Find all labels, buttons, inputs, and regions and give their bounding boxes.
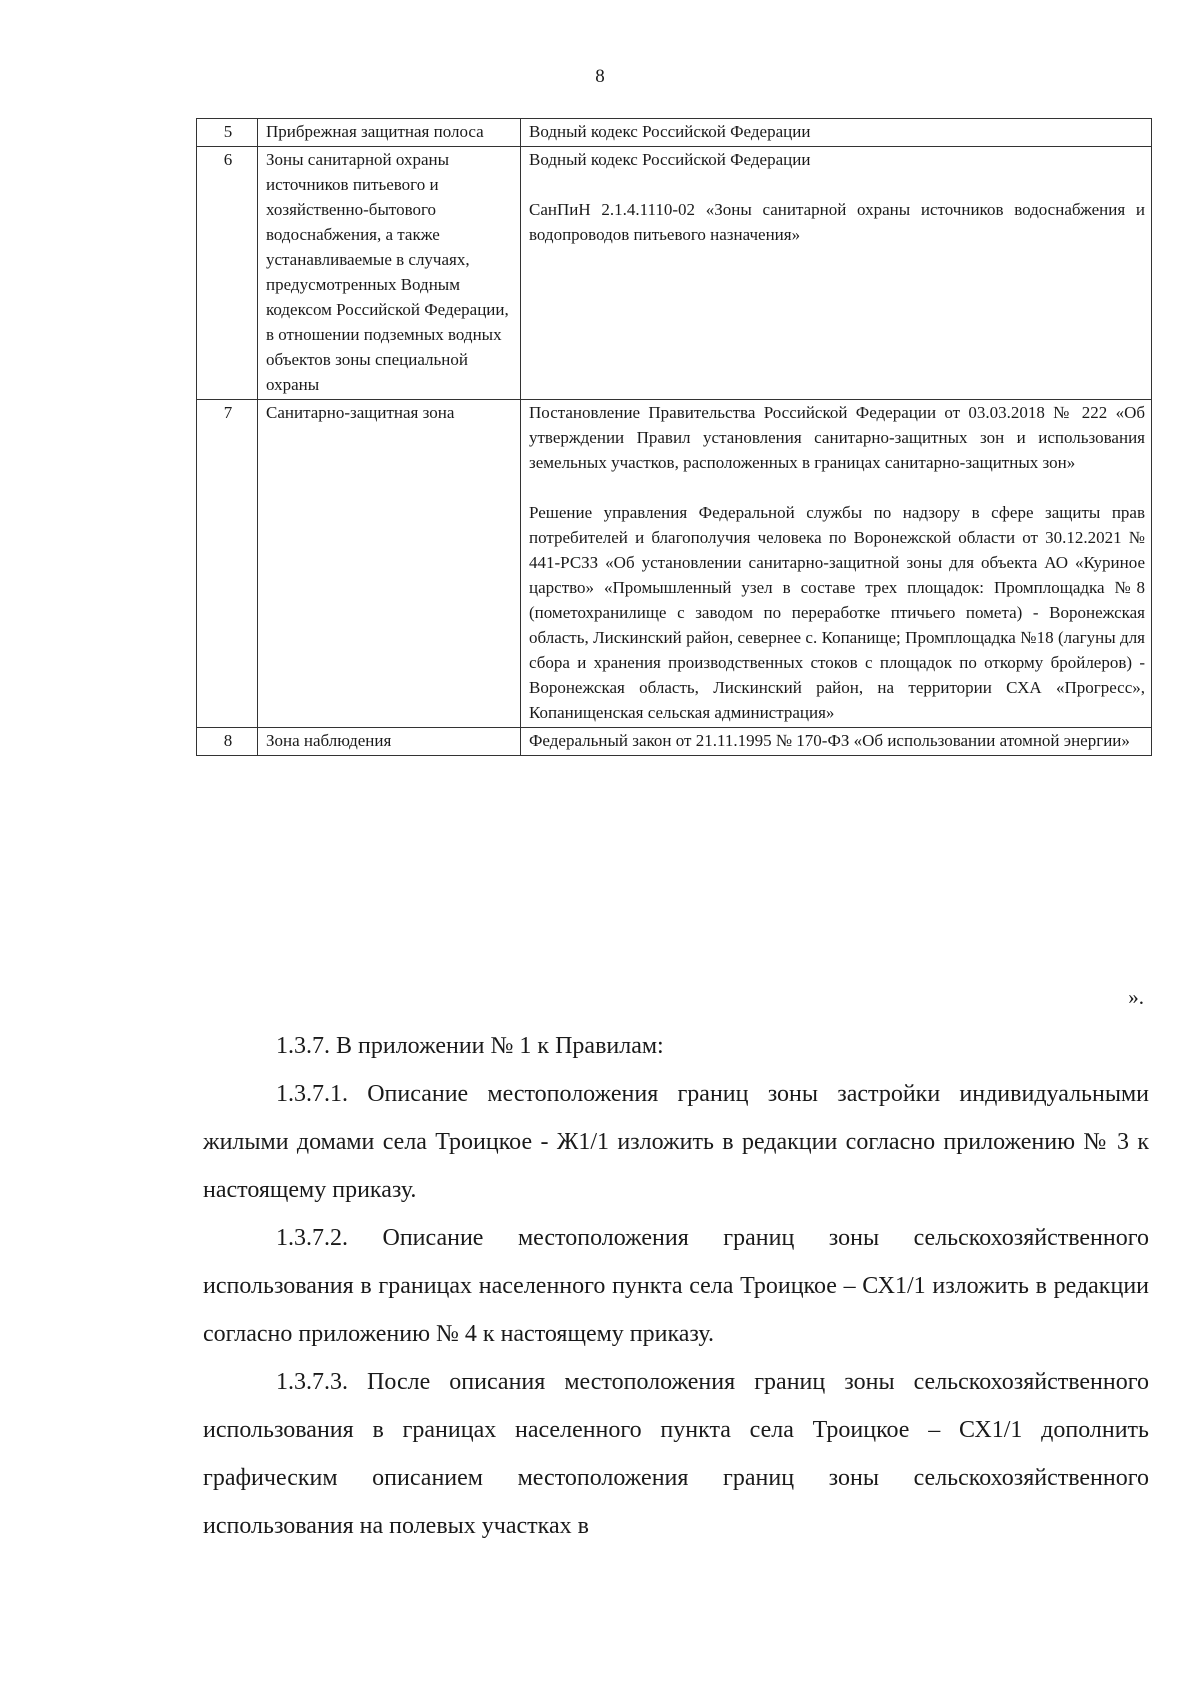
paragraph: 1.3.7.2. Описание местоположения границ зоны сельскохозяйственного использования в границах населенного пункта села Троицкое – СХ1/1 изложить в редакции согласно приложению № 4 к настоящему приказу. <box>203 1225 1149 1347</box>
row-number: 6 <box>197 147 258 400</box>
closing-quote-mark: ». <box>1128 985 1144 1009</box>
regulation-cell <box>521 147 1152 400</box>
paragraph-gap <box>529 475 1145 500</box>
table-row <box>197 728 1152 756</box>
regulation-text: Федеральный закон от 21.11.1995 № 170-ФЗ «Об использовании атомной энергии» <box>529 731 1130 750</box>
zone-name: Прибрежная защитная полоса <box>258 119 521 147</box>
regulation-cell <box>521 119 1152 147</box>
paragraph-gap <box>529 172 1145 197</box>
regulation-cell <box>521 400 1152 728</box>
body-text <box>203 1022 1149 1550</box>
paragraph: 1.3.7.3. После описания местоположения границ зоны сельскохозяйственного использования в границах населенного пункта села Троицкое – СХ1/1 дополнить графическим описанием местоположения границ зоны сельскохозяйственного использования на полевых участках в <box>203 1369 1149 1539</box>
paragraph: 1.3.7. В приложении № 1 к Правилам: <box>276 1033 664 1059</box>
regulation-text: СанПиН 2.1.4.1110-02 «Зоны санитарной охраны источников водоснабжения и водопроводов питьевого назначения» <box>529 200 1145 244</box>
paragraph: 1.3.7.1. Описание местоположения границ зоны застройки индивидуальными жилыми домами села Троицкое - Ж1/1 изложить в редакции согласно приложению № 3 к настоящему приказу. <box>203 1081 1149 1203</box>
zone-name: Зоны санитарной охраны источников питьевого и хозяйственно-бытового водоснабжения, а также устанавливаемые в случаях, предусмотренных Водным кодексом Российской Федерации, в отношении подземных водных объектов зоны специальной охраны <box>258 147 521 400</box>
row-number: 7 <box>197 400 258 728</box>
table-row <box>197 147 1152 400</box>
regulation-text: Водный кодекс Российской Федерации <box>529 122 811 141</box>
zone-name: Санитарно-защитная зона <box>258 400 521 728</box>
regulation-cell <box>521 728 1152 756</box>
zone-name: Зона наблюдения <box>258 728 521 756</box>
table-row <box>197 400 1152 728</box>
table-row <box>197 119 1152 147</box>
regulation-text: Постановление Правительства Российской Федерации от 03.03.2018 № 222 «Об утверждении Правил установления санитарно-защитных зон и использования земельных участков, расположенных в границах санитарно-защитных зон» <box>529 403 1145 472</box>
regulation-text: Водный кодекс Российской Федерации <box>529 150 811 169</box>
row-number: 8 <box>197 728 258 756</box>
zones-table <box>196 118 1152 756</box>
page-number: 8 <box>595 66 605 87</box>
row-number: 5 <box>197 119 258 147</box>
regulation-text: Решение управления Федеральной службы по надзору в сфере защиты прав потребителей и благополучия человека по Воронежской области от 30.12.2021 № 441-РСЗЗ «Об установлении санитарно-защитной зоны для объекта АО «Куриное царство» «Промышленный узел в составе трех площадок: Промплощадка №8 (пометохранилище с заводом по переработке птичьего помета) - Воронежская область, Лискинский район, севернее с. Копанище; Промплощадка №18 (лагуны для сбора и хранения производственных стоков с площадок по откорму бройлеров) - Воронежская область, Лискинский район, на территории СХА «Прогресс», Копанищенская сельская администрация» <box>529 503 1145 722</box>
